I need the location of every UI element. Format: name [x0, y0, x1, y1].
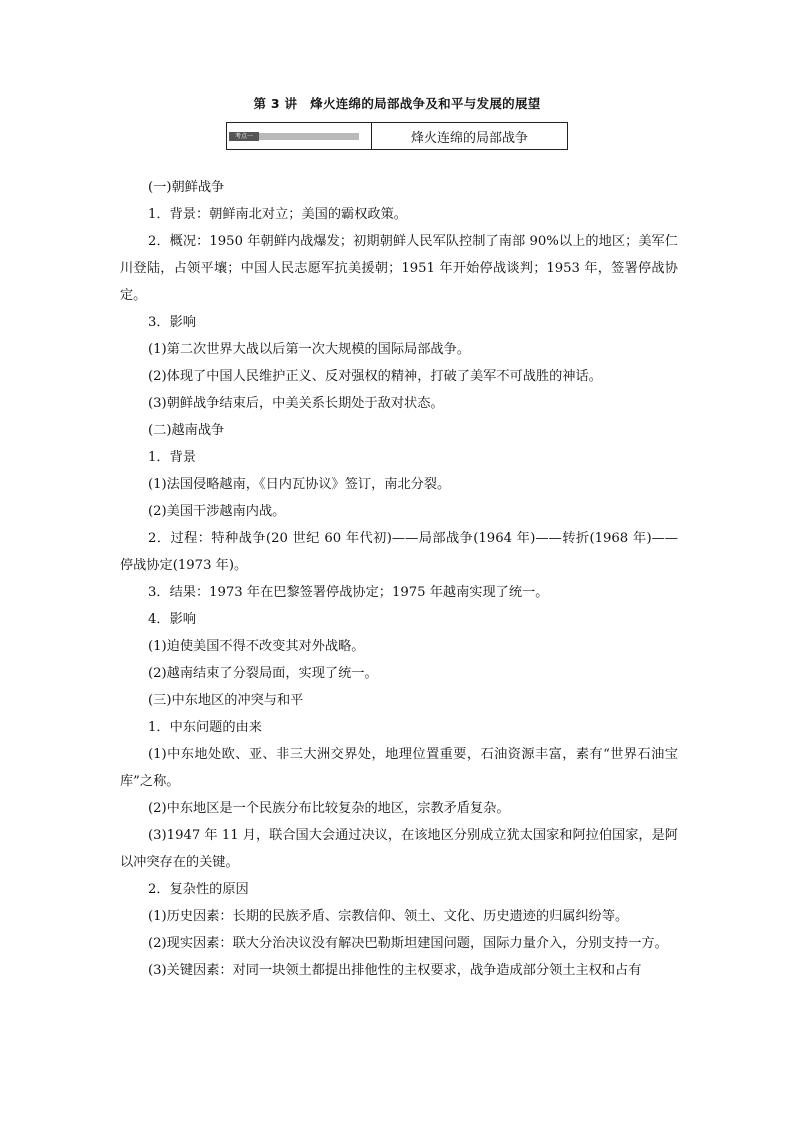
paragraph: (2)越南结束了分裂局面，实现了统一。: [148, 666, 378, 681]
banner-label-area: [227, 123, 372, 149]
section-banner: [226, 122, 568, 150]
paragraph: (3)关键因素：对同一块领土都提出排他性的主权要求，战争造成部分领土主权和占有: [148, 963, 642, 978]
paragraph: 4．影响: [148, 612, 196, 627]
paragraph: 1．背景: [148, 450, 196, 465]
paragraph: (2)美国干涉越南内战。: [148, 504, 286, 519]
lecture-title: 第 3 讲 烽火连绵的局部战争及和平与发展的展望: [253, 96, 541, 111]
paragraph: (三)中东地区的冲突与和平: [148, 693, 304, 708]
paragraph: 3．结果：1973 年在巴黎签署停战协定；1975 年越南实现了统一。: [148, 585, 549, 600]
document-body: [120, 174, 678, 984]
paragraph: (2)现实因素：联大分治决议没有解决巴勒斯坦建国问题，国际力量介入，分别支持一方。: [148, 936, 668, 951]
paragraph: 1．背景：朝鲜南北对立；美国的霸权政策。: [148, 207, 407, 222]
paragraph: 2．复杂性的原因: [148, 882, 249, 897]
paragraph: (1)历史因素：长期的民族矛盾、宗教信仰、领土、文化、历史遗迹的归属纠纷等。: [148, 909, 629, 924]
paragraph: (1)中东地处欧、亚、非三大洲交界处，地理位置重要，石油资源丰富，素有“世界石油宝库”之称。: [120, 747, 678, 789]
paragraph: (一)朝鲜战争: [148, 180, 225, 195]
paragraph: (2)体现了中国人民维护正义、反对强权的精神，打破了美军不可战胜的神话。: [148, 369, 602, 384]
paragraph: (1)法国侵略越南，《日内瓦协议》签订，南北分裂。: [148, 477, 451, 492]
paragraph: (1)迫使美国不得不改变其对外战略。: [148, 639, 365, 654]
paragraph: (3)1947 年 11 月，联合国大会通过决议，在该地区分别成立犹太国家和阿拉伯国家，是阿以冲突存在的关键。: [120, 828, 678, 870]
paragraph: 2．过程：特种战争(20 世纪 60 年代初)——局部战争(1964 年)——转折(1968 年)——停战协定(1973 年)。: [120, 531, 678, 573]
paragraph: (二)越南战争: [148, 423, 225, 438]
paragraph: 2．概况：1950 年朝鲜内战爆发；初期朝鲜人民军队控制了南部 90%以上的地区；美军仁川登陆，占领平壤；中国人民志愿军抗美援朝；1951 年开始停战谈判；1953 年，签署停战协定。: [120, 234, 678, 303]
paragraph: (1)第二次世界大战以后第一次大规模的国际局部战争。: [148, 342, 470, 357]
paragraph: (2)中东地区是一个民族分布比较复杂的地区，宗教矛盾复杂。: [148, 801, 510, 816]
paragraph: (3)朝鲜战争结束后，中美关系长期处于敌对状态。: [148, 396, 444, 411]
banner-tag: 考点一: [229, 132, 259, 141]
paragraph: 3．影响: [148, 315, 196, 330]
paragraph: 1．中东问题的由来: [148, 720, 262, 735]
section-heading: 烽火连绵的局部战争: [410, 130, 528, 146]
